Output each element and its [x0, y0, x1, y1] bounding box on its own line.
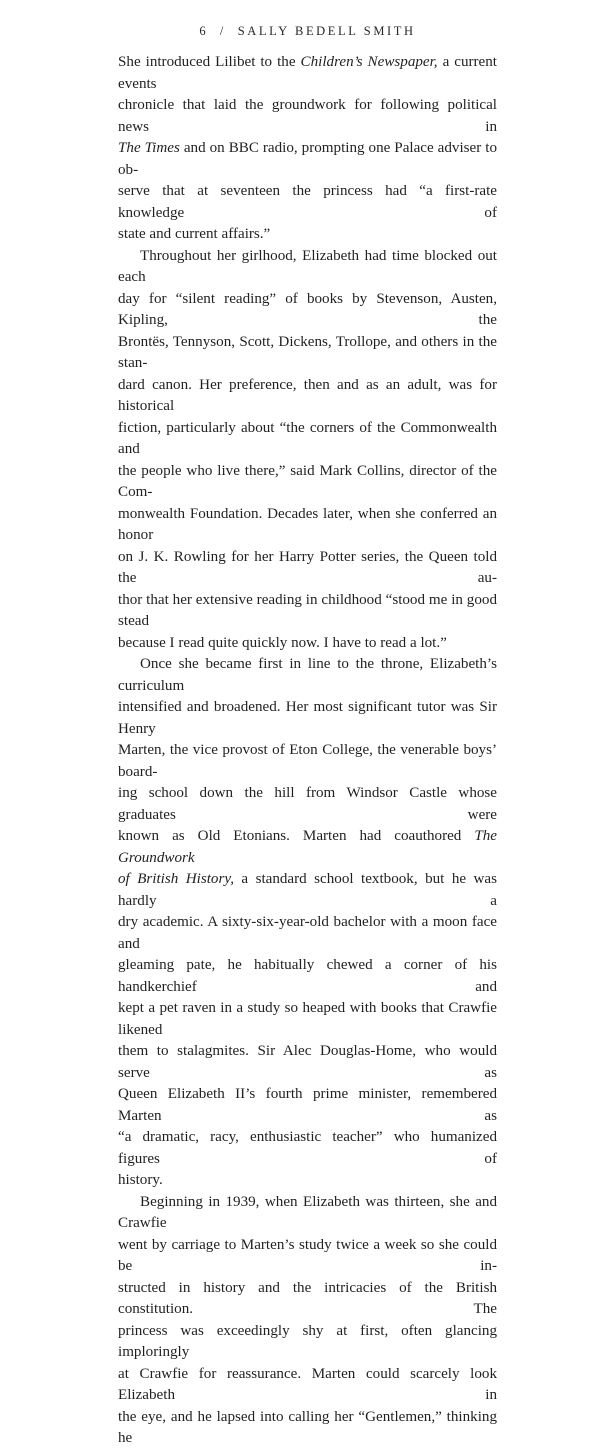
- italic-title: The Groundwork: [118, 828, 497, 866]
- text-run: the people who live there,” said Mark Collins, director of the Com-: [118, 462, 497, 500]
- body-text: [118, 52, 497, 1450]
- text-run: known as Old Etonians. Marten had coauthored: [118, 828, 475, 844]
- text-run: intensified and broadened. Her most significant tutor was Sir Henry: [118, 699, 497, 737]
- text-run: history.: [118, 1172, 163, 1188]
- text-run: ing school down the hill from Windsor Castle whose graduates were: [118, 785, 497, 823]
- text-run: Beginning in 1939, when Elizabeth was thirteen, she and Crawfie: [118, 1193, 497, 1231]
- text-run: a standard school textbook, but he was hardly a: [118, 871, 497, 909]
- text-line: [118, 95, 497, 138]
- text-run: fiction, particularly about “the corners of the Commonwealth and: [118, 419, 497, 457]
- text-line: [118, 1407, 497, 1450]
- text-run: dard canon. Her preference, then and as an adult, was for historical: [118, 376, 497, 414]
- text-line: [118, 998, 497, 1041]
- text-line: [118, 869, 497, 912]
- text-run: gleaming pate, he habitually chewed a corner of his handkerchief and: [118, 957, 497, 995]
- italic-title: of British History,: [118, 871, 234, 887]
- author-name: SALLY BEDELL SMITH: [237, 24, 416, 38]
- paragraph: [118, 1192, 497, 1450]
- text-line: [118, 181, 497, 224]
- text-line: [118, 955, 497, 998]
- paragraph: [118, 246, 497, 655]
- text-run: monwealth Foundation. Decades later, when she conferred an honor: [118, 505, 497, 543]
- text-run: Queen Elizabeth II’s fourth prime minister, remembered Marten as: [118, 1086, 497, 1124]
- text-run: them to stalagmites. Sir Alec Douglas-Home, who would serve as: [118, 1043, 497, 1081]
- text-run: the eye, and he lapsed into calling her “Gentlemen,” thinking he: [118, 1408, 497, 1446]
- header-separator: /: [219, 24, 226, 38]
- text-run: a current events: [118, 54, 497, 92]
- text-line: [118, 289, 497, 332]
- running-head: [118, 24, 497, 39]
- text-run: “a dramatic, racy, enthusiastic teacher” who humanized figures of: [118, 1129, 497, 1167]
- text-run: and on BBC radio, prompting one Palace adviser to ob-: [118, 140, 497, 178]
- text-line: [118, 1041, 497, 1084]
- text-run: serve that at seventeen the princess had “a first-rate knowledge of: [118, 183, 497, 221]
- text-run: Brontës, Tennyson, Scott, Dickens, Trollope, and others in the stan-: [118, 333, 497, 371]
- text-line: [118, 375, 497, 418]
- text-line: [118, 1321, 497, 1364]
- text-run: chronicle that laid the groundwork for following political news in: [118, 97, 497, 135]
- text-run: on J. K. Rowling for her Harry Potter series, the Queen told the au-: [118, 548, 497, 586]
- text-line: [118, 418, 497, 461]
- text-run: Once she became first in line to the throne, Elizabeth’s curriculum: [118, 656, 497, 694]
- text-line: [118, 1084, 497, 1127]
- page-number: 6: [199, 24, 209, 38]
- text-run: kept a pet raven in a study so heaped with books that Crawfie likened: [118, 1000, 497, 1038]
- text-line: [118, 1127, 497, 1170]
- text-line: [118, 1192, 497, 1235]
- text-run: structed in history and the intricacies of the British constitution. The: [118, 1279, 497, 1317]
- italic-title: Children’s Newspaper,: [300, 54, 438, 70]
- text-run: Throughout her girlhood, Elizabeth had time blocked out each: [118, 247, 497, 285]
- text-line: [118, 224, 497, 246]
- italic-title: The Times: [118, 140, 180, 156]
- text-run: She introduced Lilibet to the: [118, 54, 301, 70]
- text-run: went by carriage to Marten’s study twice a week so she could be in-: [118, 1236, 497, 1274]
- text-run: at Crawfie for reassurance. Marten could scarcely look Elizabeth in: [118, 1365, 497, 1403]
- text-run: princess was exceedingly shy at first, often glancing imploringly: [118, 1322, 497, 1360]
- text-line: [118, 1278, 497, 1321]
- text-line: [118, 740, 497, 783]
- text-line: [118, 246, 497, 289]
- text-line: [118, 826, 497, 869]
- text-line: [118, 1364, 497, 1407]
- text-line: [118, 1235, 497, 1278]
- text-line: [118, 461, 497, 504]
- text-run: Marten, the vice provost of Eton College, the venerable boys’ board-: [118, 742, 497, 780]
- text-line: [118, 654, 497, 697]
- text-line: [118, 590, 497, 633]
- text-line: [118, 633, 497, 655]
- text-line: [118, 332, 497, 375]
- text-run: because I read quite quickly now. I have to read a lot.”: [118, 634, 447, 651]
- text-line: [118, 138, 497, 181]
- text-line: [118, 783, 497, 826]
- text-line: [118, 547, 497, 590]
- text-run: thor that her extensive reading in childhood “stood me in good stead: [118, 591, 497, 629]
- text-line: [118, 504, 497, 547]
- paragraph: [118, 654, 497, 1192]
- text-line: [118, 52, 497, 95]
- text-run: state and current affairs.”: [118, 226, 271, 242]
- text-line: [118, 697, 497, 740]
- text-run: day for “silent reading” of books by Stevenson, Austen, Kipling, the: [118, 290, 497, 328]
- text-line: [118, 1170, 497, 1192]
- text-line: [118, 912, 497, 955]
- paragraph: [118, 52, 497, 246]
- text-run: dry academic. A sixty-six-year-old bachelor with a moon face and: [118, 914, 497, 952]
